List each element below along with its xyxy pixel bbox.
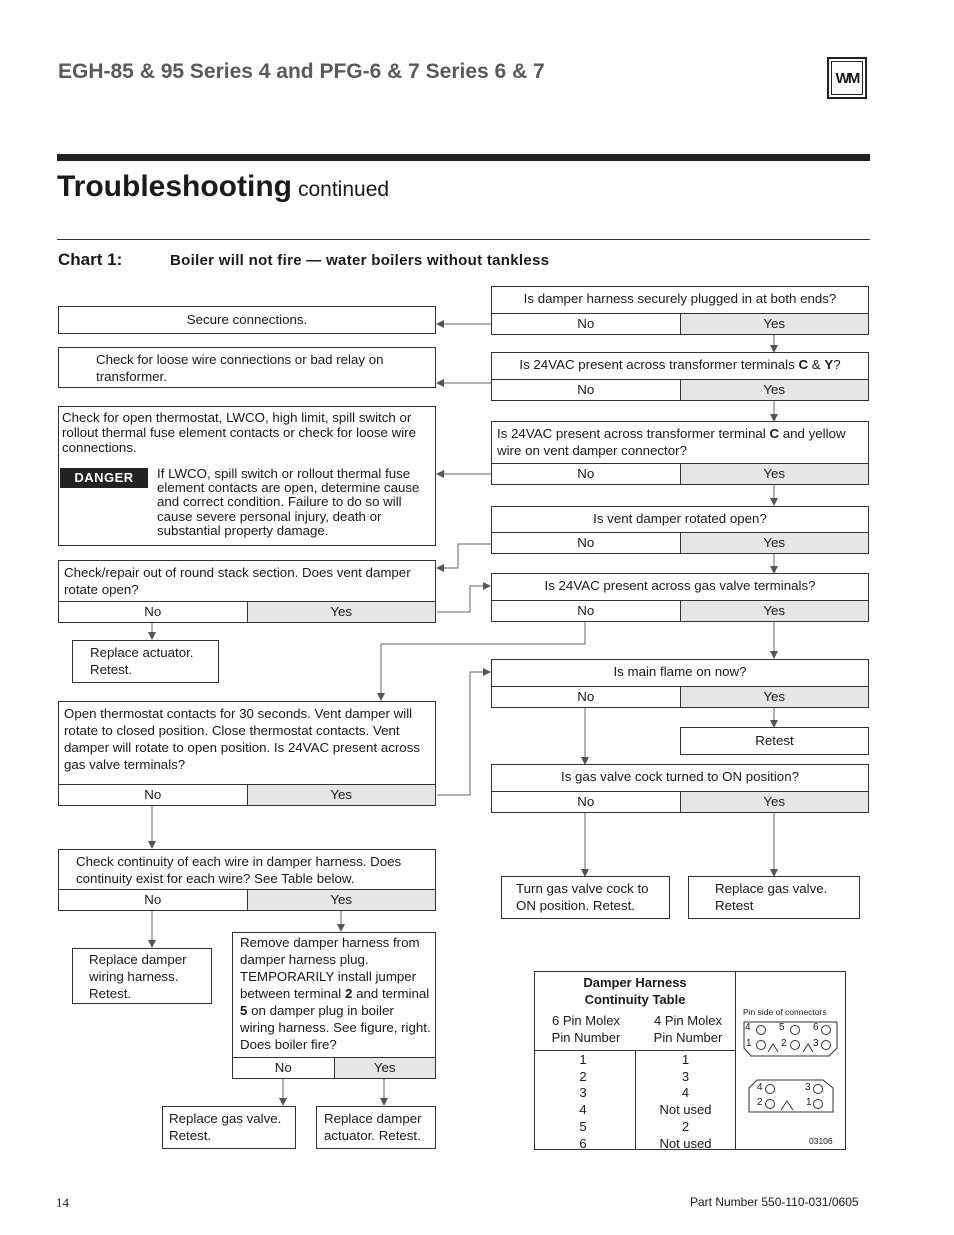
answer-row <box>233 1057 435 1078</box>
q2-text-end: ? <box>833 357 841 372</box>
jumper-text-b: and terminal <box>352 986 430 1001</box>
question-main-flame <box>491 659 869 708</box>
danger-text: If LWCO, spill switch or rollout thermal fuse element contacts are open, determine cause and correct condition. Failure to do so will cause severe personal injury, death or substantial property damage. <box>157 466 420 538</box>
answer-yes: Yes <box>334 1058 436 1078</box>
answer-row <box>492 379 868 400</box>
column-4pin-values <box>636 1052 735 1152</box>
answer-row <box>492 313 868 334</box>
pin-label: 4 <box>757 1082 763 1093</box>
pin-side-label: Pin side of connectors <box>743 1007 827 1017</box>
table-cell: 6 <box>579 1135 587 1151</box>
question-text <box>233 933 435 1053</box>
pin-label: 3 <box>805 1082 811 1093</box>
q3-text-b: and yellow wire on vent damper connector? <box>497 426 846 458</box>
figure-number: 03106 <box>809 1136 833 1146</box>
four-pin-top-label-3 <box>805 1083 811 1093</box>
answer-row <box>59 601 435 622</box>
col1-header-line1: 6 Pin Molex <box>552 1013 620 1028</box>
arrow-stack-yes <box>437 586 490 612</box>
action-retest: Retest <box>680 727 869 755</box>
answer-no: No <box>577 689 595 704</box>
action-turn-gas-cock: Turn gas valve cock to ON position. Retest. <box>501 876 670 919</box>
jumper-terminal-5: 5 <box>240 1003 248 1018</box>
question-text: Open thermostat contacts for 30 seconds. Vent damper will rotate to closed position. Close thermostat contacts. Vent damper will rotate to open position. Is 24VAC present across gas valve terminals? <box>64 706 420 772</box>
answer-row <box>492 791 868 812</box>
six-pin-bottom-label-1 <box>746 1039 752 1049</box>
action-replace-gas-valve-left: Replace gas valve. Retest. <box>162 1106 296 1149</box>
answer-row <box>59 784 435 805</box>
six-pin-bottom-label-3 <box>813 1039 819 1049</box>
answer-no: No <box>577 603 595 618</box>
col1-header-line2: Pin Number <box>551 1030 621 1045</box>
col2-header-line1: 4 Pin Molex <box>654 1013 722 1028</box>
six-pin-top-label-6 <box>813 1023 819 1033</box>
table-cell: 1 <box>579 1052 587 1067</box>
chart-label: Chart 1: <box>58 250 123 269</box>
table-cell: Not used <box>659 1102 712 1118</box>
answer-no: No <box>577 316 595 331</box>
answer-yes: Yes <box>247 785 436 805</box>
answer-yes: Yes <box>680 687 869 707</box>
header-rule <box>57 154 870 161</box>
question-gas-cock-on <box>491 764 869 813</box>
four-pin-bottom-label-1 <box>806 1098 812 1108</box>
pin-label: 5 <box>779 1022 785 1033</box>
table-cell: 3 <box>579 1085 587 1101</box>
question-text: Check/repair out of round stack section. Does vent damper rotate open? <box>64 565 411 597</box>
question-text: Check continuity of each wire in damper harness. Does continuity exist for each wire? See Table below. <box>76 854 402 886</box>
action-replace-gas-valve-right: Replace gas valve. Retest <box>688 876 860 919</box>
question-stack-section <box>58 560 436 623</box>
action-check-loose-wires: Check for loose wire connections or bad relay on transformer. <box>58 347 436 388</box>
answer-no: No <box>577 535 595 550</box>
answer-no: No <box>577 466 595 481</box>
jumper-text-a: Remove damper harness from damper harness plug. TEMPORARILY install jumper between terminal <box>240 935 420 1001</box>
answer-no: No <box>274 1060 292 1075</box>
pin-label: 1 <box>806 1097 812 1108</box>
page-title <box>57 170 389 204</box>
question-text: Is main flame on now? <box>613 664 747 679</box>
table-cell: 5 <box>579 1118 587 1134</box>
answer-row <box>492 532 868 553</box>
check-open-text: Check for open thermostat, LWCO, high limit, spill switch or rollout thermal fuse element contacts or check for loose wire connections. <box>62 410 417 455</box>
answer-yes: Yes <box>680 314 869 334</box>
arrow-q4-no <box>437 544 491 568</box>
table-cell: 1 <box>681 1052 690 1067</box>
action-replace-damper-actuator: Replace damper actuator. Retest. <box>316 1106 436 1149</box>
logo-mark: WM <box>831 61 863 95</box>
q3-text-a: Is 24VAC present across transformer terminal <box>497 426 770 441</box>
pin-label: 2 <box>781 1038 787 1049</box>
question-text: Is gas valve cock turned to ON position? <box>561 769 799 784</box>
question-damper-harness <box>491 286 869 335</box>
table-cell: Not used <box>659 1135 712 1151</box>
table-divider-vertical <box>735 972 736 1149</box>
answer-no: No <box>577 382 595 397</box>
answer-no: No <box>577 794 595 809</box>
answer-yes: Yes <box>247 602 436 622</box>
answer-no: No <box>144 892 162 907</box>
four-pin-bottom-label-2 <box>757 1098 763 1108</box>
answer-row <box>492 463 868 484</box>
table-cell: 2 <box>681 1118 690 1134</box>
answer-row <box>492 600 868 621</box>
page-title-suffix: continued <box>297 178 390 201</box>
part-number: Part Number 550-110-031/0605 <box>690 1195 859 1209</box>
q2-text-amp: & <box>808 357 825 372</box>
table-cell: 2 <box>579 1068 587 1084</box>
table-title-line2: Continuity Table <box>584 992 686 1007</box>
page-number: 14 <box>56 1195 69 1210</box>
page-title-main: Troubleshooting <box>57 170 292 203</box>
table-title <box>535 972 735 1008</box>
table-cell: 4 <box>681 1085 690 1101</box>
answer-yes: Yes <box>680 601 869 621</box>
column-header-6pin <box>541 1012 631 1046</box>
danger-label: DANGER <box>60 468 148 488</box>
section-rule <box>57 239 870 240</box>
col2-header-line2: Pin Number <box>653 1030 723 1045</box>
question-open-thermostat <box>58 701 436 806</box>
pin-label: 1 <box>746 1038 752 1049</box>
six-pin-bottom-label-2 <box>781 1039 787 1049</box>
answer-yes: Yes <box>247 890 436 910</box>
pin-label: 3 <box>813 1038 819 1049</box>
question-24vac-transformer <box>491 352 869 401</box>
jumper-terminal-2: 2 <box>344 986 353 1001</box>
chart-title: Boiler will not fire — water boilers without tankless <box>170 252 550 269</box>
pin-label: 6 <box>813 1022 819 1033</box>
action-secure-connections: Secure connections. <box>58 306 436 334</box>
column-header-4pin <box>639 1012 737 1046</box>
damper-harness-continuity-table <box>534 971 846 1150</box>
pin-label: 4 <box>745 1022 751 1033</box>
answer-no: No <box>144 604 162 619</box>
weil-mclain-logo <box>827 57 867 99</box>
q2-terminal-y: Y <box>824 357 834 372</box>
four-pin-top-label-4 <box>757 1083 763 1093</box>
action-replace-actuator: Replace actuator. Retest. <box>72 640 219 683</box>
question-continuity <box>58 849 436 911</box>
question-24vac-gas-valve <box>491 573 869 622</box>
table-cell: 3 <box>681 1068 690 1084</box>
question-text <box>492 422 868 462</box>
answer-row <box>492 686 868 707</box>
question-text: Is vent damper rotated open? <box>593 511 767 526</box>
q2-text-a: Is 24VAC present across transformer terminals <box>519 357 799 372</box>
document-header-title: EGH-85 & 95 Series 4 and PFG-6 & 7 Series 6 & 7 <box>58 60 545 83</box>
connector-pin-diagram <box>741 1020 843 1138</box>
q2-terminal-c: C <box>798 357 809 372</box>
table-title-line1: Damper Harness <box>583 975 687 990</box>
arrow-thermo-yes <box>437 672 490 795</box>
answer-yes: Yes <box>680 380 869 400</box>
table-cell: 4 <box>579 1102 587 1118</box>
q3-terminal-c: C <box>769 426 780 441</box>
jumper-text-c: on damper plug in boiler wiring harness. See figure, right. Does boiler fire? <box>240 1003 431 1052</box>
action-replace-harness: Replace damper wiring harness. Retest. <box>72 948 212 1004</box>
answer-yes: Yes <box>680 792 869 812</box>
question-text <box>492 353 868 376</box>
answer-yes: Yes <box>680 464 869 484</box>
six-pin-top-labels <box>745 1023 751 1033</box>
question-text: Is 24VAC present across gas valve terminals? <box>544 578 816 593</box>
six-pin-top-label-5 <box>779 1023 785 1033</box>
answer-yes: Yes <box>680 533 869 553</box>
question-vent-damper-open <box>491 506 869 554</box>
answer-row <box>59 889 435 910</box>
pin-label: 2 <box>757 1097 763 1108</box>
question-jumper-test <box>232 932 436 1079</box>
question-24vac-yellow-wire <box>491 421 869 485</box>
question-text: Is damper harness securely plugged in at both ends? <box>523 291 837 306</box>
answer-no: No <box>144 787 162 802</box>
column-6pin-values <box>535 1052 631 1152</box>
